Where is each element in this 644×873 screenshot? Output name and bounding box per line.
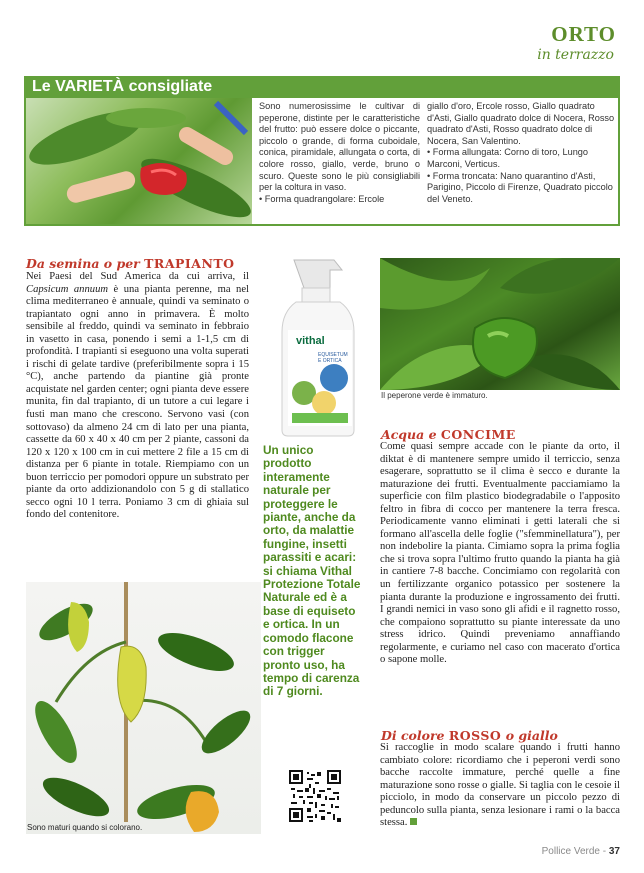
heading-colore-a: Di colore bbox=[381, 728, 445, 743]
text-colore-body: Si raccoglie in modo scalare quando i frutti hanno cambiato colore: ricordiamo che i peperoni verdi sono bacche raccolte immature, perché quelle a fine maturazione sono rosse o gialle. Si taglia con le cesoie il picciolo, in modo da conservare un piccolo pezzo di peduncolo sulla pianta, senza lesionare i rami o la bacca stessa. bbox=[380, 742, 620, 829]
heading-semina bbox=[26, 256, 235, 271]
page-footer bbox=[542, 846, 620, 857]
caption-ripe-peppers: Sono maturi quando si colorano. bbox=[27, 823, 143, 832]
varieties-title: Le VARIETÀ consigliate bbox=[24, 76, 620, 98]
page-number: 37 bbox=[608, 846, 620, 857]
text-semina bbox=[26, 271, 249, 522]
heading-colore-b: ROSSO bbox=[448, 728, 502, 743]
heading-semina-b: TRAPIANTO bbox=[144, 256, 235, 271]
varieties-bullet-square: • Forma quadrangolare: Ercole bbox=[259, 193, 385, 204]
heading-acqua-a: Acqua e bbox=[381, 427, 437, 442]
text-semina-species: Capsicum annuum bbox=[26, 283, 109, 295]
heading-colore bbox=[381, 728, 558, 743]
qr-code[interactable] bbox=[287, 768, 343, 824]
text-semina-1: Nei Paesi del Sud America da cui arriva, il bbox=[26, 271, 249, 282]
varieties-intro: Sono numerosissime le cultivar di peperone, distinte per le caratteristiche del frutto: può essere dolce o piccante, piccolo o grande, di forma cuboidale, conica, piramidale, allungata o corta, di colore rosso, giallo, verde, bruno o scuro. Queste sono le più consigliabili per la coltura in vaso. bbox=[259, 101, 420, 193]
text-semina-2: è una pianta perenne, ma nel clima mediterraneo è annuale, quindi va seminato o trapiantato ogni anno in primavera. È molto sensibile al freddo, quindi va seminato in febbraio in vasetto in casa, ponendo i semi a 1-1,5 cm di profondità. I trapianti si eseguono una volta superati i rischi di gelate tardive (preferibilmente sopra i 15 °C), anche partendo da piantine già pronte acquistate nel garden center; ogni pianta deve essere munita, fin dal trapianto, di un tutore a cui legare i fusti man mano che crescono. Servono vasi (con sottovaso) da almeno 24 cm di lato per una pianta, cassette da 60 x 40 x 40 cm per 2 piante, cassoni da 120 x 120 x 100 cm in cui mettere 2 file a 15 cm di distanza per 6 piante in totale. Riempiamo con un buon terriccio per pomodori oppure un substrato per piante da orto addizionandolo con 5 g di stallatico secco ogni 10 l terra. Poniamo 3 cm di ghiaia sul fondo del contenitore. bbox=[26, 283, 249, 521]
bottle-brand: vithal bbox=[296, 335, 325, 347]
footer-magazine: Pollice Verde - bbox=[541, 846, 607, 857]
caption-green-pepper: Il peperone verde è immaturo. bbox=[381, 391, 488, 400]
text-colore bbox=[380, 742, 620, 830]
product-promo-text: Un unico prodotto interamente naturale per proteggere le piante, anche da orto, da malattie fungine, insetti parassiti e acari: si chiama Vithal Protezione Totale Naturale ed è a base di equiseto e ortica. In un comodo flacone con trigger pronto uso, ha tempo di carenza di 7 giorni. bbox=[263, 443, 361, 699]
spray-bottle-image bbox=[274, 258, 364, 438]
bottle-label-2: E ORTICA bbox=[318, 358, 342, 364]
heading-acqua bbox=[381, 427, 516, 442]
heading-colore-c: o giallo bbox=[505, 728, 558, 743]
varieties-col1 bbox=[259, 101, 420, 205]
heading-semina-a: Da semina o per bbox=[26, 256, 140, 271]
text-acqua: Come quasi sempre accade con le piante da orto, il diktat è di mantenere sempre umido il terriccio, senza esagerare, soprattutto se il clima è secco e durante la maturazione dei frutti. Eventualmente pacciamiamo la superficie con film plastico biodegradabile o l'apposito feltro in fibra di cocco per mantenere la terra fresca. Periodicamente vanno eliminati i getti laterali che si formano all'ascella delle foglie ("sfemminellatura"), per non indebolire la pianta. Cimiamo sopra la prima foglia che si trova sopra l'ultimo frutto quando la pianta ha già in cantiere 7-8 bacche. Concimiamo con regolarità con un fertilizzante organico potassico per sostenere la pianta durante la produzione e ingrossamento dei frutti. I grandi nemici in vaso sono gli afidi e il ragnetto rosso, che compaiono soprattutto su piante interessate da uno stress idrico. Quindi preveniamo annaffiando regolarmente, e curiamo nel caso con macerato d'ortica o sapone molle. bbox=[380, 441, 620, 666]
varieties-col2 bbox=[427, 101, 615, 205]
green-pepper-photo bbox=[380, 258, 620, 390]
bottle-label-1: EQUISETUM bbox=[318, 352, 348, 358]
varieties-bullet-long: • Forma allungata: Corno di toro, Lungo Marconi, Verticus. bbox=[427, 147, 589, 169]
yellow-pepper-plant-photo bbox=[26, 582, 261, 834]
section-subtitle: in terrazzo bbox=[537, 47, 614, 63]
varieties-square-list: giallo d'oro, Ercole rosso, Giallo quadrato d'Asti, Giallo quadrato dolce di Nocera, Rosso quadrato d'Asti, Rosso quadrato dolce di Nocera, San Valentino. bbox=[427, 101, 615, 146]
varieties-bullet-truncated: • Forma troncata: Nano quarantino d'Asti, Parigino, Piccolo di Firenze, Quadrato piccolo del Veneto. bbox=[427, 170, 613, 204]
end-square-icon bbox=[410, 818, 417, 825]
section-title: ORTO bbox=[551, 22, 616, 46]
heading-acqua-b: CONCIME bbox=[440, 427, 516, 442]
pepper-hands-photo bbox=[26, 98, 252, 224]
